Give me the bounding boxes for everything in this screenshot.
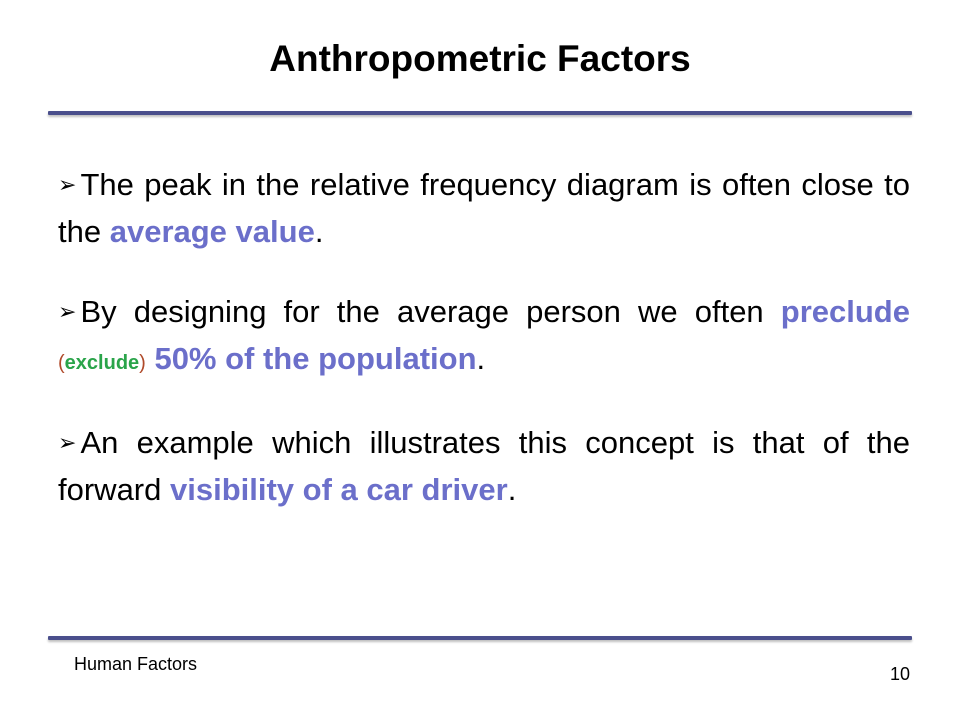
arrow-bullet-icon: ➢	[58, 300, 77, 325]
bullet-item	[58, 162, 910, 255]
highlight-text-2: 50% of the population	[154, 341, 477, 376]
note-text: exclude	[64, 352, 140, 374]
bullet-text-end: .	[507, 472, 517, 507]
slide-title: Anthropometric Factors	[269, 38, 691, 79]
highlight-text: visibility of a car driver	[169, 472, 508, 507]
bullet-text: An example which illustrates this concept is that of the forward	[58, 425, 910, 507]
bullet-text: By designing for the average person we often	[80, 294, 781, 329]
paren-open: (	[58, 352, 65, 374]
bullet-text: The peak in the relative frequency diagram is often close to the	[58, 167, 910, 249]
arrow-bullet-icon: ➢	[58, 431, 77, 456]
bullet-text-end: .	[476, 341, 486, 376]
bullet-item	[58, 289, 910, 386]
page-number: 10	[889, 664, 910, 684]
title-divider	[48, 111, 912, 115]
highlight-text: average value	[109, 214, 315, 249]
footer-divider	[48, 636, 912, 640]
arrow-bullet-icon: ➢	[58, 173, 77, 198]
highlight-text: preclude	[780, 294, 910, 329]
bullet-list	[58, 162, 910, 547]
bullet-text-end: .	[314, 214, 324, 249]
paren-close: )	[139, 352, 146, 374]
bullet-item	[58, 420, 910, 513]
footer-label: Human Factors	[74, 654, 198, 674]
